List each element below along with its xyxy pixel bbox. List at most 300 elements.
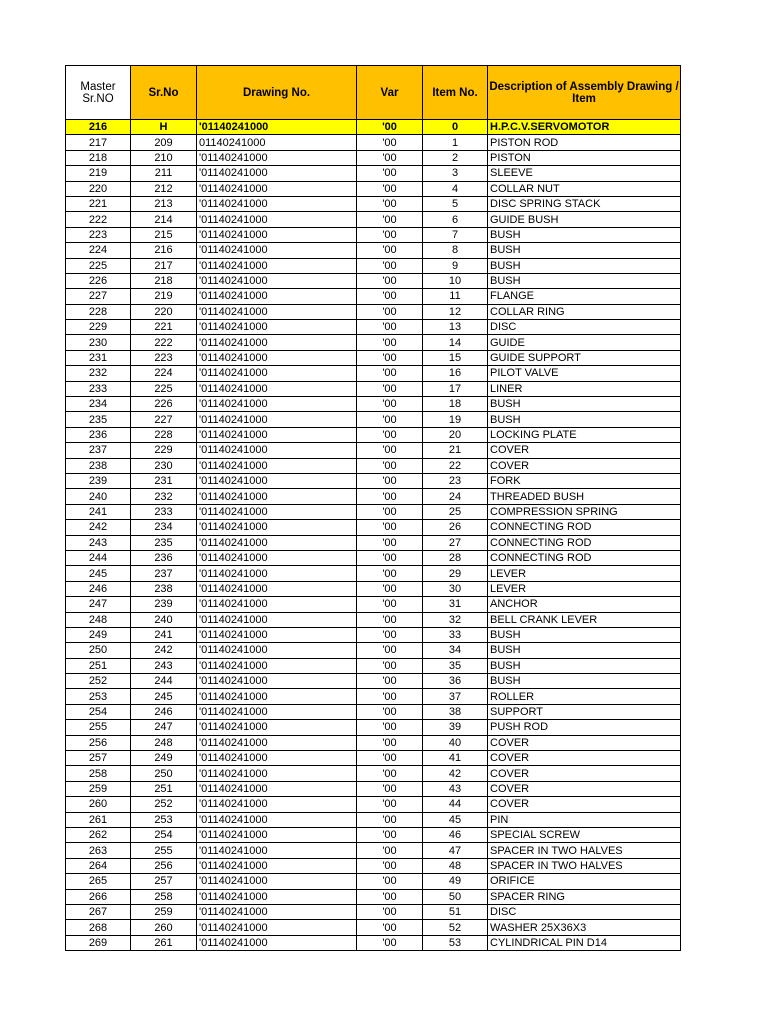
item-no-cell[interactable]: 27 (423, 535, 488, 550)
master-sr-cell[interactable]: 262 (66, 827, 131, 842)
description-cell[interactable]: PIN (488, 812, 681, 827)
drawing-no-cell[interactable]: '01140241000 (197, 243, 357, 258)
var-cell[interactable]: '00 (357, 135, 423, 150)
item-no-cell[interactable]: 9 (423, 258, 488, 273)
description-cell[interactable]: SPACER IN TWO HALVES (488, 843, 681, 858)
description-cell[interactable]: COVER (488, 781, 681, 796)
master-sr-cell[interactable]: 226 (66, 273, 131, 288)
sr-no-cell[interactable]: 215 (131, 227, 197, 242)
sr-no-cell[interactable]: 234 (131, 520, 197, 535)
sr-no-cell[interactable]: 245 (131, 689, 197, 704)
var-cell[interactable]: '00 (357, 350, 423, 365)
header-master-sr-no[interactable] (66, 66, 131, 120)
description-cell[interactable]: SPECIAL SCREW (488, 827, 681, 842)
var-cell[interactable]: '00 (357, 751, 423, 766)
var-cell[interactable]: '00 (357, 212, 423, 227)
description-cell[interactable]: DISC SPRING STACK (488, 196, 681, 211)
item-no-cell[interactable]: 45 (423, 812, 488, 827)
drawing-no-cell[interactable]: '01140241000 (197, 227, 357, 242)
item-no-cell[interactable]: 12 (423, 304, 488, 319)
item-no-cell[interactable]: 21 (423, 443, 488, 458)
sr-no-cell[interactable]: 244 (131, 674, 197, 689)
master-sr-cell[interactable]: 224 (66, 243, 131, 258)
description-cell[interactable]: BUSH (488, 258, 681, 273)
var-cell[interactable]: '00 (357, 735, 423, 750)
master-sr-cell[interactable]: 269 (66, 935, 131, 950)
var-cell[interactable]: '00 (357, 335, 423, 350)
sr-no-cell[interactable]: 213 (131, 196, 197, 211)
drawing-no-cell[interactable]: '01140241000 (197, 858, 357, 873)
drawing-no-cell[interactable]: '01140241000 (197, 535, 357, 550)
master-sr-cell[interactable]: 245 (66, 566, 131, 581)
var-cell[interactable]: '00 (357, 120, 423, 135)
item-no-cell[interactable]: 53 (423, 935, 488, 950)
drawing-no-cell[interactable]: '01140241000 (197, 166, 357, 181)
var-cell[interactable]: '00 (357, 674, 423, 689)
description-cell[interactable]: CONNECTING ROD (488, 520, 681, 535)
master-sr-cell[interactable]: 223 (66, 227, 131, 242)
drawing-no-cell[interactable]: '01140241000 (197, 397, 357, 412)
description-cell[interactable]: WASHER 25X36X3 (488, 920, 681, 935)
drawing-no-cell[interactable]: '01140241000 (197, 658, 357, 673)
drawing-no-cell[interactable]: '01140241000 (197, 797, 357, 812)
var-cell[interactable]: '00 (357, 166, 423, 181)
drawing-no-cell[interactable]: '01140241000 (197, 520, 357, 535)
description-cell[interactable]: LOCKING PLATE (488, 427, 681, 442)
master-sr-cell[interactable]: 251 (66, 658, 131, 673)
description-cell[interactable]: COVER (488, 797, 681, 812)
description-cell[interactable]: BUSH (488, 397, 681, 412)
drawing-no-cell[interactable]: '01140241000 (197, 366, 357, 381)
var-cell[interactable]: '00 (357, 181, 423, 196)
var-cell[interactable]: '00 (357, 258, 423, 273)
item-no-cell[interactable]: 19 (423, 412, 488, 427)
var-cell[interactable]: '00 (357, 935, 423, 950)
var-cell[interactable]: '00 (357, 597, 423, 612)
master-sr-cell[interactable]: 235 (66, 412, 131, 427)
sr-no-cell[interactable]: 211 (131, 166, 197, 181)
master-sr-cell[interactable]: 233 (66, 381, 131, 396)
var-cell[interactable]: '00 (357, 412, 423, 427)
sr-no-cell[interactable]: 229 (131, 443, 197, 458)
sr-no-cell[interactable]: 257 (131, 874, 197, 889)
description-cell[interactable]: COVER (488, 443, 681, 458)
description-cell[interactable]: GUIDE (488, 335, 681, 350)
sr-no-cell[interactable]: 247 (131, 720, 197, 735)
header-description[interactable]: Description of Assembly Drawing / Item (488, 66, 681, 120)
description-cell[interactable]: CYLINDRICAL PIN D14 (488, 935, 681, 950)
item-no-cell[interactable]: 18 (423, 397, 488, 412)
sr-no-cell[interactable]: 210 (131, 150, 197, 165)
sr-no-cell[interactable]: 216 (131, 243, 197, 258)
master-sr-cell[interactable]: 258 (66, 766, 131, 781)
description-cell[interactable]: H.P.C.V.SERVOMOTOR (488, 120, 681, 135)
var-cell[interactable]: '00 (357, 566, 423, 581)
drawing-no-cell[interactable]: '01140241000 (197, 935, 357, 950)
description-cell[interactable]: BUSH (488, 627, 681, 642)
var-cell[interactable]: '00 (357, 858, 423, 873)
item-no-cell[interactable]: 40 (423, 735, 488, 750)
master-sr-cell[interactable]: 249 (66, 627, 131, 642)
var-cell[interactable]: '00 (357, 273, 423, 288)
master-sr-cell[interactable]: 225 (66, 258, 131, 273)
sr-no-cell[interactable]: 249 (131, 751, 197, 766)
var-cell[interactable]: '00 (357, 581, 423, 596)
description-cell[interactable]: COMPRESSION SPRING (488, 504, 681, 519)
sr-no-cell[interactable]: 214 (131, 212, 197, 227)
description-cell[interactable]: BUSH (488, 412, 681, 427)
drawing-no-cell[interactable]: '01140241000 (197, 766, 357, 781)
var-cell[interactable]: '00 (357, 627, 423, 642)
sr-no-cell[interactable]: 209 (131, 135, 197, 150)
item-no-cell[interactable]: 47 (423, 843, 488, 858)
header-var[interactable]: Var (357, 66, 423, 120)
master-sr-cell[interactable]: 218 (66, 150, 131, 165)
master-sr-cell[interactable]: 230 (66, 335, 131, 350)
description-cell[interactable]: ORIFICE (488, 874, 681, 889)
header-sr-no[interactable]: Sr.No (131, 66, 197, 120)
drawing-no-cell[interactable]: '01140241000 (197, 412, 357, 427)
item-no-cell[interactable]: 20 (423, 427, 488, 442)
drawing-no-cell[interactable]: '01140241000 (197, 597, 357, 612)
var-cell[interactable]: '00 (357, 812, 423, 827)
var-cell[interactable]: '00 (357, 827, 423, 842)
item-no-cell[interactable]: 0 (423, 120, 488, 135)
item-no-cell[interactable]: 41 (423, 751, 488, 766)
master-sr-cell[interactable]: 216 (66, 120, 131, 135)
sr-no-cell[interactable]: 256 (131, 858, 197, 873)
item-no-cell[interactable]: 42 (423, 766, 488, 781)
drawing-no-cell[interactable]: '01140241000 (197, 812, 357, 827)
var-cell[interactable]: '00 (357, 304, 423, 319)
item-no-cell[interactable]: 25 (423, 504, 488, 519)
sr-no-cell[interactable]: 221 (131, 320, 197, 335)
drawing-no-cell[interactable]: '01140241000 (197, 458, 357, 473)
description-cell[interactable]: FLANGE (488, 289, 681, 304)
description-cell[interactable]: THREADED BUSH (488, 489, 681, 504)
sr-no-cell[interactable]: 242 (131, 643, 197, 658)
drawing-no-cell[interactable]: '01140241000 (197, 289, 357, 304)
master-sr-cell[interactable]: 264 (66, 858, 131, 873)
item-no-cell[interactable]: 10 (423, 273, 488, 288)
sr-no-cell[interactable]: 226 (131, 397, 197, 412)
item-no-cell[interactable]: 46 (423, 827, 488, 842)
drawing-no-cell[interactable]: '01140241000 (197, 381, 357, 396)
var-cell[interactable]: '00 (357, 196, 423, 211)
master-sr-cell[interactable]: 228 (66, 304, 131, 319)
drawing-no-cell[interactable]: '01140241000 (197, 920, 357, 935)
master-sr-cell[interactable]: 253 (66, 689, 131, 704)
var-cell[interactable]: '00 (357, 720, 423, 735)
item-no-cell[interactable]: 8 (423, 243, 488, 258)
drawing-no-cell[interactable]: '01140241000 (197, 581, 357, 596)
item-no-cell[interactable]: 1 (423, 135, 488, 150)
description-cell[interactable]: FORK (488, 473, 681, 488)
description-cell[interactable]: ANCHOR (488, 597, 681, 612)
drawing-no-cell[interactable]: '01140241000 (197, 304, 357, 319)
sr-no-cell[interactable]: 239 (131, 597, 197, 612)
description-cell[interactable]: SPACER IN TWO HALVES (488, 858, 681, 873)
description-cell[interactable]: COVER (488, 735, 681, 750)
sr-no-cell[interactable]: 252 (131, 797, 197, 812)
var-cell[interactable]: '00 (357, 781, 423, 796)
master-sr-cell[interactable]: 256 (66, 735, 131, 750)
master-sr-cell[interactable]: 229 (66, 320, 131, 335)
header-drawing-no[interactable]: Drawing No. (197, 66, 357, 120)
drawing-no-cell[interactable]: '01140241000 (197, 827, 357, 842)
drawing-no-cell[interactable]: '01140241000 (197, 473, 357, 488)
item-no-cell[interactable]: 6 (423, 212, 488, 227)
sr-no-cell[interactable]: 233 (131, 504, 197, 519)
item-no-cell[interactable]: 52 (423, 920, 488, 935)
sr-no-cell[interactable]: 224 (131, 366, 197, 381)
description-cell[interactable]: PUSH ROD (488, 720, 681, 735)
drawing-no-cell[interactable]: '01140241000 (197, 735, 357, 750)
item-no-cell[interactable]: 16 (423, 366, 488, 381)
drawing-no-cell[interactable]: '01140241000 (197, 504, 357, 519)
item-no-cell[interactable]: 31 (423, 597, 488, 612)
drawing-no-cell[interactable]: '01140241000 (197, 889, 357, 904)
master-sr-cell[interactable]: 257 (66, 751, 131, 766)
drawing-no-cell[interactable]: '01140241000 (197, 150, 357, 165)
var-cell[interactable]: '00 (357, 889, 423, 904)
item-no-cell[interactable]: 32 (423, 612, 488, 627)
master-sr-cell[interactable]: 247 (66, 597, 131, 612)
master-sr-cell[interactable]: 265 (66, 874, 131, 889)
sr-no-cell[interactable]: 258 (131, 889, 197, 904)
drawing-no-cell[interactable]: '01140241000 (197, 258, 357, 273)
master-sr-cell[interactable]: 260 (66, 797, 131, 812)
description-cell[interactable]: COLLAR NUT (488, 181, 681, 196)
master-sr-cell[interactable]: 263 (66, 843, 131, 858)
var-cell[interactable]: '00 (357, 443, 423, 458)
drawing-no-cell[interactable]: '01140241000 (197, 489, 357, 504)
description-cell[interactable]: GUIDE BUSH (488, 212, 681, 227)
sr-no-cell[interactable]: 230 (131, 458, 197, 473)
sr-no-cell[interactable]: 240 (131, 612, 197, 627)
var-cell[interactable]: '00 (357, 874, 423, 889)
sr-no-cell[interactable]: 260 (131, 920, 197, 935)
description-cell[interactable]: BUSH (488, 643, 681, 658)
master-sr-cell[interactable]: 231 (66, 350, 131, 365)
description-cell[interactable]: LEVER (488, 566, 681, 581)
drawing-no-cell[interactable]: '01140241000 (197, 781, 357, 796)
sr-no-cell[interactable]: 259 (131, 904, 197, 919)
drawing-no-cell[interactable]: '01140241000 (197, 443, 357, 458)
master-sr-cell[interactable]: 222 (66, 212, 131, 227)
master-sr-cell[interactable]: 221 (66, 196, 131, 211)
var-cell[interactable]: '00 (357, 550, 423, 565)
master-sr-cell[interactable]: 248 (66, 612, 131, 627)
var-cell[interactable]: '00 (357, 643, 423, 658)
item-no-cell[interactable]: 14 (423, 335, 488, 350)
master-sr-cell[interactable]: 250 (66, 643, 131, 658)
var-cell[interactable]: '00 (357, 381, 423, 396)
drawing-no-cell[interactable]: '01140241000 (197, 427, 357, 442)
description-cell[interactable]: LEVER (488, 581, 681, 596)
master-sr-cell[interactable]: 255 (66, 720, 131, 735)
description-cell[interactable]: LINER (488, 381, 681, 396)
var-cell[interactable]: '00 (357, 920, 423, 935)
master-sr-cell[interactable]: 243 (66, 535, 131, 550)
var-cell[interactable]: '00 (357, 427, 423, 442)
drawing-no-cell[interactable]: '01140241000 (197, 627, 357, 642)
description-cell[interactable]: SUPPORT (488, 704, 681, 719)
var-cell[interactable]: '00 (357, 612, 423, 627)
item-no-cell[interactable]: 44 (423, 797, 488, 812)
item-no-cell[interactable]: 29 (423, 566, 488, 581)
master-sr-cell[interactable]: 234 (66, 397, 131, 412)
var-cell[interactable]: '00 (357, 704, 423, 719)
master-sr-cell[interactable]: 244 (66, 550, 131, 565)
drawing-no-cell[interactable]: '01140241000 (197, 566, 357, 581)
var-cell[interactable]: '00 (357, 227, 423, 242)
sr-no-cell[interactable]: 227 (131, 412, 197, 427)
item-no-cell[interactable]: 35 (423, 658, 488, 673)
item-no-cell[interactable]: 34 (423, 643, 488, 658)
var-cell[interactable]: '00 (357, 797, 423, 812)
sr-no-cell[interactable]: 251 (131, 781, 197, 796)
item-no-cell[interactable]: 38 (423, 704, 488, 719)
description-cell[interactable]: DISC (488, 320, 681, 335)
master-sr-cell[interactable]: 246 (66, 581, 131, 596)
drawing-no-cell[interactable]: '01140241000 (197, 273, 357, 288)
sr-no-cell[interactable]: 232 (131, 489, 197, 504)
sr-no-cell[interactable]: 241 (131, 627, 197, 642)
var-cell[interactable]: '00 (357, 320, 423, 335)
var-cell[interactable]: '00 (357, 689, 423, 704)
master-sr-cell[interactable]: 236 (66, 427, 131, 442)
master-sr-cell[interactable]: 268 (66, 920, 131, 935)
var-cell[interactable]: '00 (357, 766, 423, 781)
sr-no-cell[interactable]: 218 (131, 273, 197, 288)
var-cell[interactable]: '00 (357, 843, 423, 858)
sr-no-cell[interactable]: 255 (131, 843, 197, 858)
drawing-no-cell[interactable]: 01140241000 (197, 135, 357, 150)
sr-no-cell[interactable]: 236 (131, 550, 197, 565)
item-no-cell[interactable]: 4 (423, 181, 488, 196)
description-cell[interactable]: BUSH (488, 674, 681, 689)
var-cell[interactable]: '00 (357, 904, 423, 919)
sr-no-cell[interactable]: 254 (131, 827, 197, 842)
description-cell[interactable]: GUIDE SUPPORT (488, 350, 681, 365)
drawing-no-cell[interactable]: '01140241000 (197, 674, 357, 689)
item-no-cell[interactable]: 13 (423, 320, 488, 335)
master-sr-cell[interactable]: 259 (66, 781, 131, 796)
var-cell[interactable]: '00 (357, 150, 423, 165)
master-sr-cell[interactable]: 238 (66, 458, 131, 473)
drawing-no-cell[interactable]: '01140241000 (197, 120, 357, 135)
header-item-no[interactable]: Item No. (423, 66, 488, 120)
sr-no-cell[interactable]: 261 (131, 935, 197, 950)
master-sr-cell[interactable]: 254 (66, 704, 131, 719)
item-no-cell[interactable]: 37 (423, 689, 488, 704)
drawing-no-cell[interactable]: '01140241000 (197, 720, 357, 735)
master-sr-cell[interactable]: 242 (66, 520, 131, 535)
item-no-cell[interactable]: 23 (423, 473, 488, 488)
item-no-cell[interactable]: 36 (423, 674, 488, 689)
item-no-cell[interactable]: 30 (423, 581, 488, 596)
master-sr-cell[interactable]: 239 (66, 473, 131, 488)
item-no-cell[interactable]: 49 (423, 874, 488, 889)
master-sr-cell[interactable]: 232 (66, 366, 131, 381)
description-cell[interactable]: CONNECTING ROD (488, 535, 681, 550)
item-no-cell[interactable]: 51 (423, 904, 488, 919)
master-sr-cell[interactable]: 237 (66, 443, 131, 458)
item-no-cell[interactable]: 22 (423, 458, 488, 473)
sr-no-cell[interactable]: 225 (131, 381, 197, 396)
sr-no-cell[interactable]: 217 (131, 258, 197, 273)
sr-no-cell[interactable]: 231 (131, 473, 197, 488)
item-no-cell[interactable]: 43 (423, 781, 488, 796)
description-cell[interactable]: BUSH (488, 227, 681, 242)
description-cell[interactable]: BUSH (488, 273, 681, 288)
drawing-no-cell[interactable]: '01140241000 (197, 612, 357, 627)
var-cell[interactable]: '00 (357, 289, 423, 304)
description-cell[interactable]: PILOT VALVE (488, 366, 681, 381)
description-cell[interactable]: ROLLER (488, 689, 681, 704)
item-no-cell[interactable]: 7 (423, 227, 488, 242)
drawing-no-cell[interactable]: '01140241000 (197, 550, 357, 565)
drawing-no-cell[interactable]: '01140241000 (197, 689, 357, 704)
sr-no-cell[interactable]: 248 (131, 735, 197, 750)
master-sr-cell[interactable]: 220 (66, 181, 131, 196)
sr-no-cell[interactable]: 228 (131, 427, 197, 442)
master-sr-cell[interactable]: 241 (66, 504, 131, 519)
var-cell[interactable]: '00 (357, 535, 423, 550)
sr-no-cell[interactable]: 243 (131, 658, 197, 673)
description-cell[interactable]: BUSH (488, 658, 681, 673)
item-no-cell[interactable]: 17 (423, 381, 488, 396)
var-cell[interactable]: '00 (357, 243, 423, 258)
description-cell[interactable]: COVER (488, 458, 681, 473)
drawing-no-cell[interactable]: '01140241000 (197, 335, 357, 350)
sr-no-cell[interactable]: 219 (131, 289, 197, 304)
sr-no-cell[interactable]: 235 (131, 535, 197, 550)
master-sr-cell[interactable]: 217 (66, 135, 131, 150)
drawing-no-cell[interactable]: '01140241000 (197, 643, 357, 658)
drawing-no-cell[interactable]: '01140241000 (197, 320, 357, 335)
drawing-no-cell[interactable]: '01140241000 (197, 196, 357, 211)
master-sr-cell[interactable]: 240 (66, 489, 131, 504)
description-cell[interactable]: CONNECTING ROD (488, 550, 681, 565)
description-cell[interactable]: DISC (488, 904, 681, 919)
item-no-cell[interactable]: 2 (423, 150, 488, 165)
item-no-cell[interactable]: 5 (423, 196, 488, 211)
item-no-cell[interactable]: 33 (423, 627, 488, 642)
master-sr-cell[interactable]: 252 (66, 674, 131, 689)
master-sr-cell[interactable]: 219 (66, 166, 131, 181)
description-cell[interactable]: BELL CRANK LEVER (488, 612, 681, 627)
item-no-cell[interactable]: 11 (423, 289, 488, 304)
sr-no-cell[interactable]: H (131, 120, 197, 135)
item-no-cell[interactable]: 48 (423, 858, 488, 873)
var-cell[interactable]: '00 (357, 658, 423, 673)
item-no-cell[interactable]: 24 (423, 489, 488, 504)
item-no-cell[interactable]: 3 (423, 166, 488, 181)
item-no-cell[interactable]: 28 (423, 550, 488, 565)
var-cell[interactable]: '00 (357, 473, 423, 488)
var-cell[interactable]: '00 (357, 366, 423, 381)
master-sr-cell[interactable]: 261 (66, 812, 131, 827)
master-sr-cell[interactable]: 266 (66, 889, 131, 904)
sr-no-cell[interactable]: 237 (131, 566, 197, 581)
var-cell[interactable]: '00 (357, 520, 423, 535)
sr-no-cell[interactable]: 250 (131, 766, 197, 781)
description-cell[interactable]: COLLAR RING (488, 304, 681, 319)
description-cell[interactable]: PISTON ROD (488, 135, 681, 150)
drawing-no-cell[interactable]: '01140241000 (197, 704, 357, 719)
